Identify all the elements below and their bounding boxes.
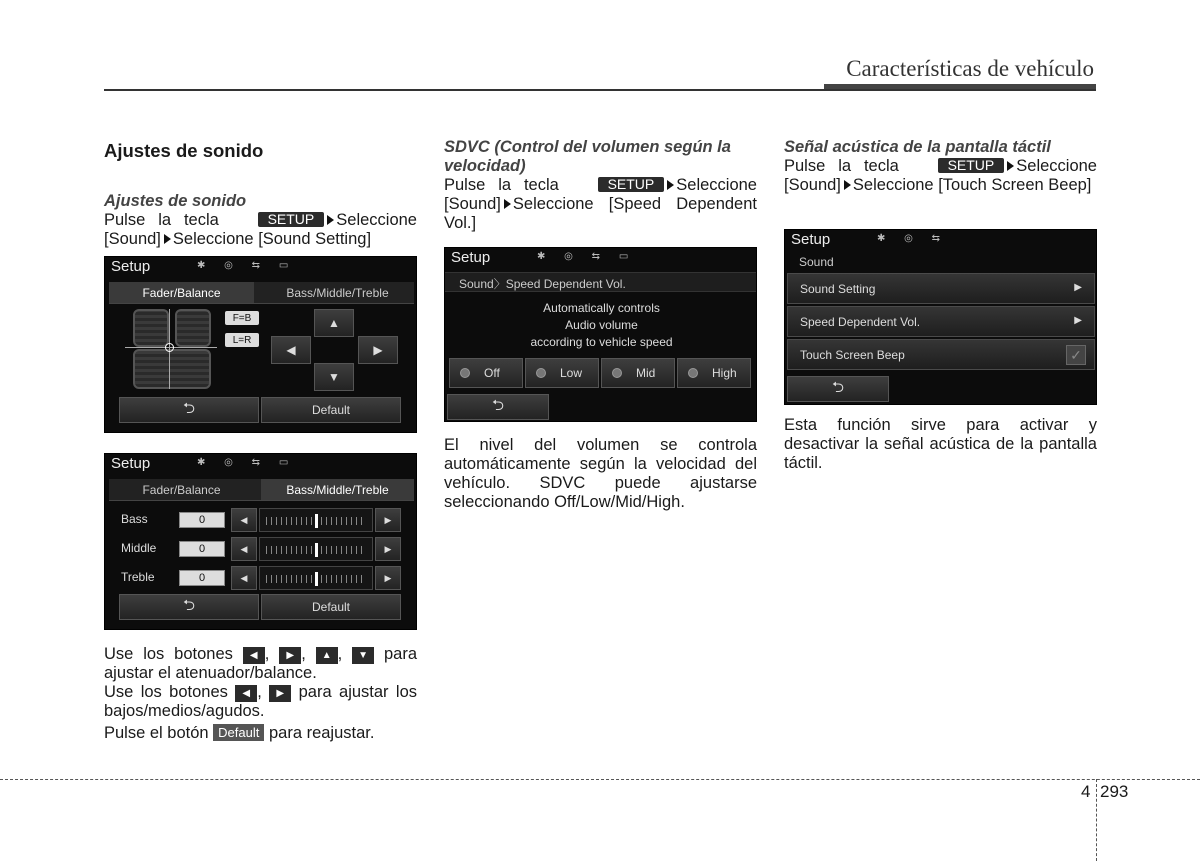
back-button[interactable]: ⮌: [447, 394, 549, 420]
radio-icon: [688, 368, 698, 378]
sdvc-description: El nivel del volumen se controla automáticamente según la velocidad del vehículo. SDVC puede ajustarse seleccionando Off/Low/Mid/High.: [444, 436, 757, 511]
sdvc-option-low[interactable]: [525, 358, 599, 388]
arrow-right-icon: [504, 199, 511, 209]
eq-decrease-button[interactable]: ◀: [231, 566, 257, 590]
column-sound-settings: [104, 138, 417, 249]
left-button[interactable]: ◀: [271, 336, 311, 364]
screen-fader-balance: [104, 256, 417, 433]
setup-key: SETUP: [938, 158, 1005, 173]
down-key-icon: ▼: [352, 647, 374, 664]
tab-bar: [109, 479, 414, 501]
tab-fader-balance[interactable]: Fader/Balance: [142, 482, 221, 497]
screen-bass-middle-treble: [104, 453, 417, 630]
slider-knob[interactable]: [315, 514, 318, 528]
eq-increase-button[interactable]: ▶: [375, 508, 401, 532]
button-instructions: Use los botones ◀ , ▶ , ▲ , ▼ para ajustar el atenuador/balance. Use los botones ◀ , ▶ para ajustar los bajos/medios/agudos. Pulse el botón Default para reajustar.: [104, 645, 418, 742]
default-key: Default: [213, 724, 264, 741]
seat-rear: [133, 349, 211, 389]
menu-item-speed-dependent-vol[interactable]: [787, 306, 1095, 337]
page-number: 293: [1100, 782, 1129, 801]
setup-key: SETUP: [258, 212, 325, 227]
back-button[interactable]: ⮌: [119, 594, 259, 620]
menu-item-label: Sound Setting: [800, 282, 876, 296]
eq-decrease-button[interactable]: ◀: [231, 508, 257, 532]
tab-bass-middle-treble[interactable]: Bass/Middle/Treble: [261, 479, 414, 500]
chevron-right-icon: ▶: [1074, 315, 1082, 326]
menu-item-label: Speed Dependent Vol.: [800, 315, 921, 329]
screen-title: Setup: [111, 258, 151, 275]
sdvc-option-high[interactable]: [677, 358, 751, 388]
up-button[interactable]: ▲: [314, 309, 354, 337]
chapter-number: 4: [1081, 782, 1091, 801]
right-key-icon: ▶: [269, 685, 291, 702]
eq-value-treble: 0: [179, 570, 225, 586]
radio-icon: [612, 368, 622, 378]
radio-icon: [460, 368, 470, 378]
chevron-right-icon: ▶: [1074, 282, 1082, 293]
screen-sound-menu: [784, 229, 1097, 405]
slider-knob[interactable]: [315, 543, 318, 557]
page-header-title: Características de vehículo: [846, 56, 1094, 81]
back-button[interactable]: ⮌: [119, 397, 259, 423]
arrow-right-icon: [844, 180, 851, 190]
eq-slider[interactable]: [259, 537, 373, 561]
eq-label-bass: Bass: [121, 512, 148, 526]
status-icons: ✱ ◎ ⇆ ▭: [537, 251, 637, 262]
default-button[interactable]: Default: [261, 397, 401, 423]
eq-label-treble: Treble: [121, 570, 155, 584]
column-sdvc: [444, 138, 757, 233]
touch-beep-description: Esta función sirve para activar y desactivar la señal acústica de la pantalla táctil.: [784, 416, 1097, 472]
eq-value-bass: 0: [179, 512, 225, 528]
sub-title: SDVC (Control del volumen según la velocidad): [444, 138, 731, 175]
menu-item-label: Touch Screen Beep: [800, 348, 905, 362]
eq-slider[interactable]: [259, 508, 373, 532]
eq-value-middle: 0: [179, 541, 225, 557]
eq-increase-button[interactable]: ▶: [375, 537, 401, 561]
breadcrumb: Sound〉Speed Dependent Vol.: [445, 272, 757, 292]
arrow-right-icon: [164, 234, 171, 244]
sdvc-option-mid[interactable]: [601, 358, 675, 388]
sdvc-option-off[interactable]: [449, 358, 523, 388]
instruction-paragraph: Pulse la tecla SETUP Seleccione [Sound] Seleccione [Sound Setting]: [104, 211, 417, 248]
arrow-right-icon: [327, 215, 334, 225]
option-label: High: [712, 366, 737, 380]
menu-item-touch-screen-beep[interactable]: [787, 339, 1095, 370]
checkbox-icon[interactable]: ✓: [1066, 345, 1086, 365]
seat-front-left: [133, 309, 169, 347]
left-key-icon: ◀: [235, 685, 257, 702]
screen-title: Setup: [111, 455, 151, 472]
back-button[interactable]: ⮌: [787, 376, 889, 402]
radio-icon: [536, 368, 546, 378]
header-rule: [104, 89, 1096, 91]
position-marker[interactable]: [165, 343, 174, 352]
left-key-icon: ◀: [243, 647, 265, 664]
setup-key: SETUP: [598, 177, 665, 192]
screen-speed-dependent-vol: [444, 247, 757, 422]
down-button[interactable]: ▼: [314, 363, 354, 391]
sub-title: Ajustes de sonido: [104, 192, 247, 210]
instruction-paragraph: Pulse la tecla SETUP Seleccione [Sound] Seleccione [Touch Screen Beep]: [784, 157, 1097, 194]
eq-decrease-button[interactable]: ◀: [231, 537, 257, 561]
menu-subtitle: Sound: [799, 255, 834, 269]
info-message: Automatically controls Audio volume according to vehicle speed: [530, 301, 673, 349]
tab-fader-balance[interactable]: Fader/Balance: [109, 282, 254, 303]
status-icons: ✱ ◎ ⇆ ▭: [197, 260, 297, 271]
sub-title: Señal acústica de la pantalla táctil: [784, 138, 1051, 156]
seat-front-right: [175, 309, 211, 347]
screen-title: Setup: [791, 231, 831, 248]
slider-knob[interactable]: [315, 572, 318, 586]
footer-rule: [0, 779, 1200, 780]
column-touch-beep: [784, 138, 1097, 195]
tab-bass-middle-treble[interactable]: Bass/Middle/Treble: [286, 285, 389, 300]
status-icons: ✱ ◎ ⇆: [877, 233, 949, 244]
option-label: Off: [484, 366, 500, 380]
status-icons: ✱ ◎ ⇆ ▭: [197, 457, 297, 468]
eq-increase-button[interactable]: ▶: [375, 566, 401, 590]
footer-divider: [1096, 779, 1097, 861]
arrow-right-icon: [667, 180, 674, 190]
right-key-icon: ▶: [279, 647, 301, 664]
arrow-right-icon: [1007, 161, 1014, 171]
screen-title: Setup: [451, 249, 491, 266]
fader-center-badge[interactable]: F=B: [225, 311, 259, 325]
eq-slider[interactable]: [259, 566, 373, 590]
up-key-icon: ▲: [316, 647, 338, 664]
default-button[interactable]: Default: [261, 594, 401, 620]
section-title: Ajustes de sonido: [104, 140, 264, 161]
eq-label-middle: Middle: [121, 541, 157, 555]
menu-item-sound-setting[interactable]: [787, 273, 1095, 304]
right-button[interactable]: ▶: [358, 336, 398, 364]
tab-bar: [109, 282, 414, 304]
balance-center-badge[interactable]: L=R: [225, 333, 259, 347]
instruction-paragraph: Pulse la tecla SETUP Seleccione [Sound] Seleccione [Speed Dependent Vol.]: [444, 176, 757, 232]
option-label: Mid: [636, 366, 656, 380]
option-label: Low: [560, 366, 583, 380]
